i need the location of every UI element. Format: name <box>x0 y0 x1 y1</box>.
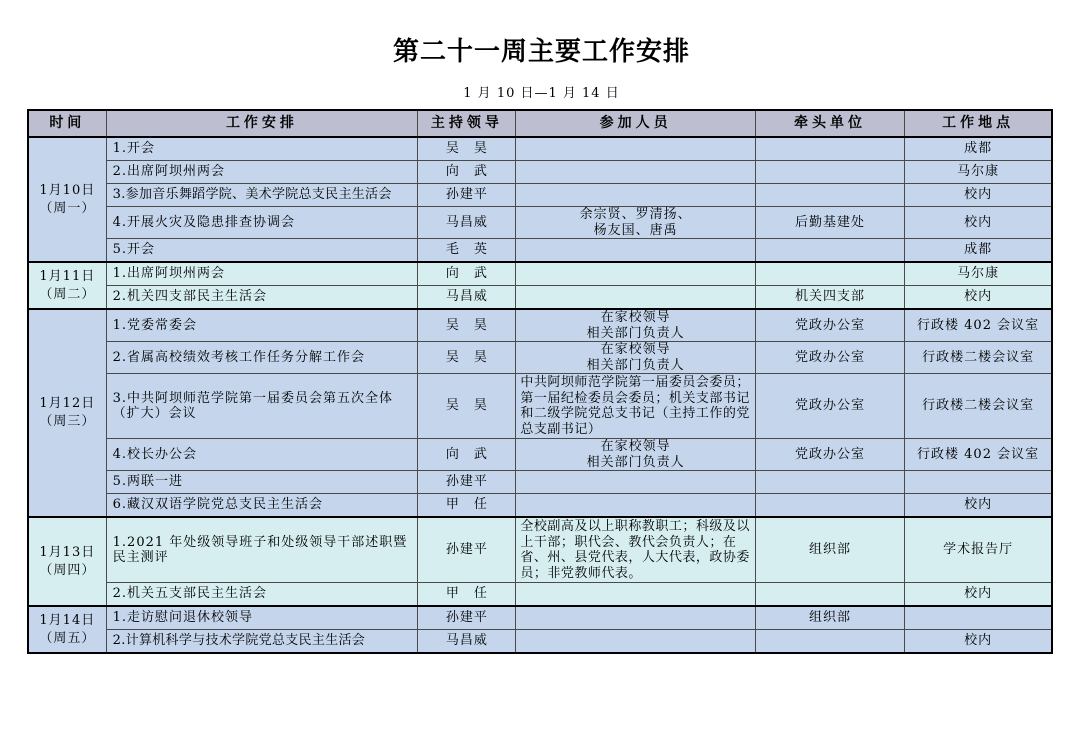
task-cell: 1.开会 <box>106 137 418 161</box>
weekday-label: （周二） <box>39 286 96 302</box>
unit-cell <box>755 471 904 494</box>
task-cell: 1.2021 年处级领导班子和处级领导干部述职暨民主测评 <box>106 517 418 583</box>
participants-cell: 在家校领导 相关部门负责人 <box>516 342 755 374</box>
table-row <box>28 342 1052 374</box>
leader-cell: 吴 昊 <box>418 137 516 161</box>
unit-cell: 党政办公室 <box>755 342 904 374</box>
leader-cell: 甲 任 <box>418 583 516 607</box>
task-cell: 1.出席阿坝州两会 <box>106 262 418 286</box>
location-cell: 校内 <box>905 207 1052 239</box>
location-cell: 成都 <box>905 239 1052 263</box>
unit-cell <box>755 184 904 207</box>
task-cell: 4.开展火灾及隐患排查协调会 <box>106 207 418 239</box>
table-row <box>28 286 1052 310</box>
location-cell: 校内 <box>905 630 1052 654</box>
unit-cell: 机关四支部 <box>755 286 904 310</box>
header-participants: 参加人员 <box>516 110 755 137</box>
task-cell: 1.走访慰问退休校领导 <box>106 606 418 630</box>
participants-cell: 余宗贤、罗清扬、 杨友国、唐禹 <box>516 207 755 239</box>
weekday-label: （周三） <box>39 414 96 429</box>
header-unit: 牵头单位 <box>755 110 904 137</box>
table-row <box>28 207 1052 239</box>
leader-cell: 向 武 <box>418 439 516 471</box>
unit-cell <box>755 262 904 286</box>
unit-cell: 党政办公室 <box>755 439 904 471</box>
header-leader: 主持领导 <box>418 110 516 137</box>
day-group-wed <box>28 309 1052 517</box>
participants-cell: 在家校领导 相关部门负责人 <box>516 439 755 471</box>
participants-cell <box>516 583 755 607</box>
day-group-mon <box>28 137 1052 262</box>
location-cell: 马尔康 <box>905 262 1052 286</box>
location-cell: 马尔康 <box>905 161 1052 184</box>
location-cell: 校内 <box>905 583 1052 607</box>
participants-cell <box>516 137 755 161</box>
table-row <box>28 583 1052 607</box>
task-cell: 6.藏汉双语学院党总支民主生活会 <box>106 494 418 518</box>
participants-cell: 中共阿坝师范学院第一届委员会委员；第一届纪检委员会委员；机关支部书记和二级学院党总支书记（主持工作的党总支副书记） <box>516 374 755 439</box>
schedule-table <box>27 109 1053 654</box>
participants-cell: 全校副高及以上职称教职工；科级及以上干部；职代会、教代会负责人；在省、州、县党代表，人大代表，政协委员；非党教师代表。 <box>516 517 755 583</box>
table-row <box>28 374 1052 439</box>
leader-cell: 孙建平 <box>418 471 516 494</box>
weekday-label: （周五） <box>39 630 96 646</box>
task-cell: 2.计算机科学与技术学院党总支民主生活会 <box>106 630 418 654</box>
unit-cell: 组织部 <box>755 517 904 583</box>
task-cell: 5.开会 <box>106 239 418 263</box>
leader-cell: 向 武 <box>418 161 516 184</box>
weekday-label: （周一） <box>39 200 96 216</box>
header-location: 工作地点 <box>905 110 1052 137</box>
participants-cell <box>516 184 755 207</box>
unit-cell <box>755 583 904 607</box>
date-label: 1月14日 <box>39 612 96 628</box>
participants-cell <box>516 262 755 286</box>
participants-cell <box>516 286 755 310</box>
participants-cell: 在家校领导 相关部门负责人 <box>516 309 755 342</box>
date-cell <box>28 606 106 653</box>
location-cell: 校内 <box>905 184 1052 207</box>
unit-cell <box>755 494 904 518</box>
date-cell <box>28 517 106 606</box>
unit-cell <box>755 137 904 161</box>
task-cell: 3.中共阿坝师范学院第一届委员会第五次全体（扩大）会议 <box>106 374 418 439</box>
leader-cell: 孙建平 <box>418 606 516 630</box>
leader-cell: 吴 昊 <box>418 309 516 342</box>
task-cell: 1.党委常委会 <box>106 309 418 342</box>
leader-cell: 向 武 <box>418 262 516 286</box>
participants-cell <box>516 239 755 263</box>
participants-cell <box>516 606 755 630</box>
date-cell <box>28 262 106 309</box>
task-cell: 2.机关四支部民主生活会 <box>106 286 418 310</box>
table-row <box>28 494 1052 518</box>
location-cell: 行政楼二楼会议室 <box>905 342 1052 374</box>
location-cell <box>905 471 1052 494</box>
date-cell <box>28 309 106 517</box>
location-cell: 行政楼 402 会议室 <box>905 309 1052 342</box>
location-cell: 成都 <box>905 137 1052 161</box>
location-cell: 学术报告厅 <box>905 517 1052 583</box>
task-cell: 2.机关五支部民主生活会 <box>106 583 418 607</box>
location-cell: 行政楼二楼会议室 <box>905 374 1052 439</box>
task-cell: 4.校长办公会 <box>106 439 418 471</box>
table-row <box>28 309 1052 342</box>
leader-cell: 马昌威 <box>418 630 516 654</box>
unit-cell <box>755 630 904 654</box>
unit-cell: 组织部 <box>755 606 904 630</box>
table-row <box>28 184 1052 207</box>
leader-cell: 孙建平 <box>418 184 516 207</box>
date-range: 1 月 10 日—1 月 14 日 <box>463 86 620 101</box>
table-row <box>28 161 1052 184</box>
leader-cell: 马昌威 <box>418 286 516 310</box>
table-row <box>28 471 1052 494</box>
location-cell <box>905 606 1052 630</box>
table-row <box>28 606 1052 630</box>
participants-cell <box>516 471 755 494</box>
unit-cell <box>755 239 904 263</box>
unit-cell: 党政办公室 <box>755 309 904 342</box>
page-title: 第二十一周主要工作安排 <box>392 37 690 67</box>
task-cell: 5.两联一进 <box>106 471 418 494</box>
leader-cell: 甲 任 <box>418 494 516 518</box>
header-task: 工作安排 <box>106 110 418 137</box>
day-group-thu <box>28 517 1052 606</box>
participants-cell <box>516 161 755 184</box>
location-cell: 行政楼 402 会议室 <box>905 439 1052 471</box>
day-group-fri <box>28 606 1052 653</box>
task-cell: 2.省属高校绩效考核工作任务分解工作会 <box>106 342 418 374</box>
leader-cell: 孙建平 <box>418 517 516 583</box>
participants-cell <box>516 494 755 518</box>
unit-cell: 后勤基建处 <box>755 207 904 239</box>
unit-cell: 党政办公室 <box>755 374 904 439</box>
header-time: 时间 <box>28 110 106 137</box>
table-row <box>28 517 1052 583</box>
day-group-tue <box>28 262 1052 309</box>
date-label: 1月13日 <box>39 544 96 560</box>
table-row <box>28 262 1052 286</box>
table-row <box>28 137 1052 161</box>
weekday-label: （周四） <box>39 562 96 578</box>
date-cell <box>28 137 106 262</box>
leader-cell: 毛 英 <box>418 239 516 263</box>
location-cell: 校内 <box>905 286 1052 310</box>
date-label: 1月10日 <box>39 182 96 198</box>
location-cell: 校内 <box>905 494 1052 518</box>
leader-cell: 吴 昊 <box>418 374 516 439</box>
table-row <box>28 439 1052 471</box>
leader-cell: 马昌威 <box>418 207 516 239</box>
header-row <box>28 110 1052 137</box>
unit-cell <box>755 161 904 184</box>
table-row <box>28 239 1052 263</box>
task-cell: 2.出席阿坝州两会 <box>106 161 418 184</box>
leader-cell: 吴 昊 <box>418 342 516 374</box>
table-row <box>28 630 1052 654</box>
date-label: 1月11日 <box>39 268 96 284</box>
participants-cell <box>516 630 755 654</box>
date-label: 1月12日 <box>39 396 96 411</box>
task-cell: 3.参加音乐舞蹈学院、美术学院总支民主生活会 <box>106 184 418 207</box>
